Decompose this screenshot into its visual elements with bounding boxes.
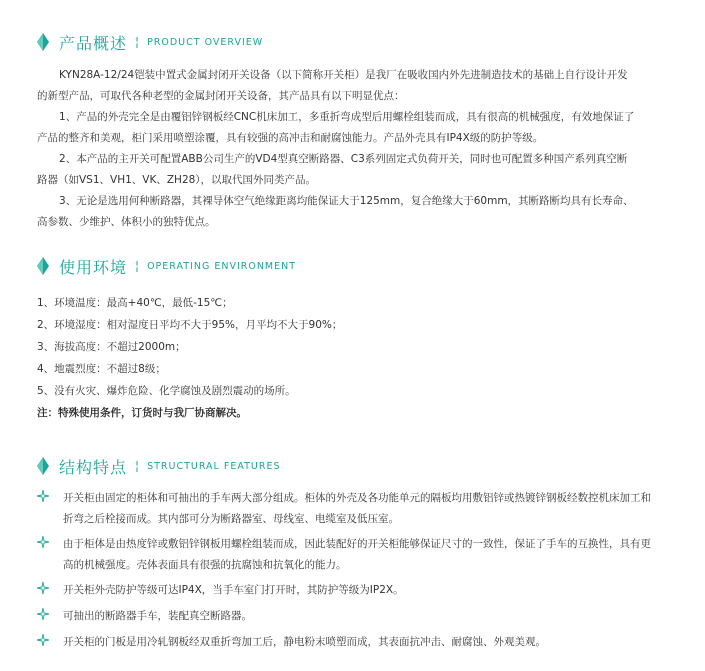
sparkle-icon [37,490,49,502]
environment-title: 使用环境 [59,257,128,277]
sparkle-icon [37,536,49,548]
overview-paragraph-3: 3、无论是选用何种断路器，其裸导体空气绝缘距离均能保证大于125mm，复合绝缘大于60mm，其断路断均具有长寿命、高参数、少维护、体积小的独特优点。 [37,195,634,228]
overview-paragraph-1: 1、产品的外壳完全是由覆铝锌钢板经CNC机床加工，多重折弯成型后用螺栓组装而成，具有很高的机械强度，有效地保证了产品的整齐和美观，柜门采用喷塑涂覆，具有较强的高冲击和耐腐蚀能力。产品外壳具有IP4X级的防护等级。 [37,111,635,144]
list-item: 3、海拔高度：不超过2000m； [37,341,186,353]
structure-title: 结构特点 [59,457,128,477]
list-item [37,488,657,530]
list-item: 2、环境湿度：相对湿度日平均不大于95%，月平均不大于90%； [37,319,343,331]
structure-header [37,454,281,478]
header-separator: ¦ [135,259,140,273]
list-item: 1、环境温度：最高+40℃，最低-15℃； [37,297,233,309]
overview-paragraph-intro: KYN28A-12/24铠装中置式金属封闭开关设备（以下简称开关柜）是我厂在吸收国内外先进制造技术的基础上自行设计开发的新型产品，可取代各种老型的金属封闭开关设备，其产品具有以下明显优点： [37,69,628,102]
sparkle-icon [37,582,49,594]
overview-header [37,30,263,54]
list-item [37,632,657,653]
diamond-icon [37,457,49,475]
list-item: 4、地震烈度：不超过8级； [37,363,166,375]
feature-text: 可抽出的断路器手车，装配真空断路器。 [63,610,252,622]
header-separator: ¦ [135,35,140,49]
environment-note: 注：特殊使用条件，订货时与我厂协商解决。 [37,407,247,419]
overview-title: 产品概述 [59,33,128,53]
feature-text: 开关柜由固定的柜体和可抽出的手车两大部分组成。柜体的外壳及各功能单元的隔板均用敷铝锌或热镀锌钢板经数控机床加工和折弯之后栓接而成。其内部可分为断路器室、母线室、电缆室及低压室。 [63,492,651,525]
sparkle-icon [37,608,49,620]
sparkle-icon [37,634,49,646]
list-item [37,534,657,576]
environment-header [37,254,296,278]
list-item [37,606,657,627]
list-item: 5、没有火灾、爆炸危险、化学腐蚀及剧烈震动的场所。 [37,385,296,397]
environment-list [37,292,342,424]
environment-title-en: OPERATING ENVIRONMENT [147,260,297,272]
structure-list [37,488,657,653]
structure-title-en: STRUCTURAL FEATURES [147,460,281,472]
diamond-icon [37,257,49,275]
feature-text: 开关柜的门板是用冷轧钢板经双重折弯加工后，静电粉末喷塑而成，其表面抗冲击、耐腐蚀、外观美观。 [63,636,546,648]
feature-text: 开关柜外壳防护等级可达IP4X，当手车室门打开时，其防护等级为IP2X。 [63,584,404,596]
list-item [37,580,657,601]
diamond-icon [37,33,49,51]
feature-text: 由于柜体是由热度锌或敷铝锌钢板用螺栓组装而成，因此装配好的开关柜能够保证尺寸的一致性，保证了手车的互换性，具有更高的机械强度。壳体表面具有很强的抗腐蚀和抗氧化的能力。 [63,538,651,571]
header-separator: ¦ [135,459,140,473]
overview-title-en: PRODUCT OVERVIEW [147,36,264,48]
overview-paragraph-2: 2、本产品的主开关可配置ABB公司生产的VD4型真空断路器、C3系列固定式负荷开关，同时也可配置多种国产系列真空断路器（如VS1、VH1、VK、ZH28），以取代国外同类产品。 [37,153,628,186]
